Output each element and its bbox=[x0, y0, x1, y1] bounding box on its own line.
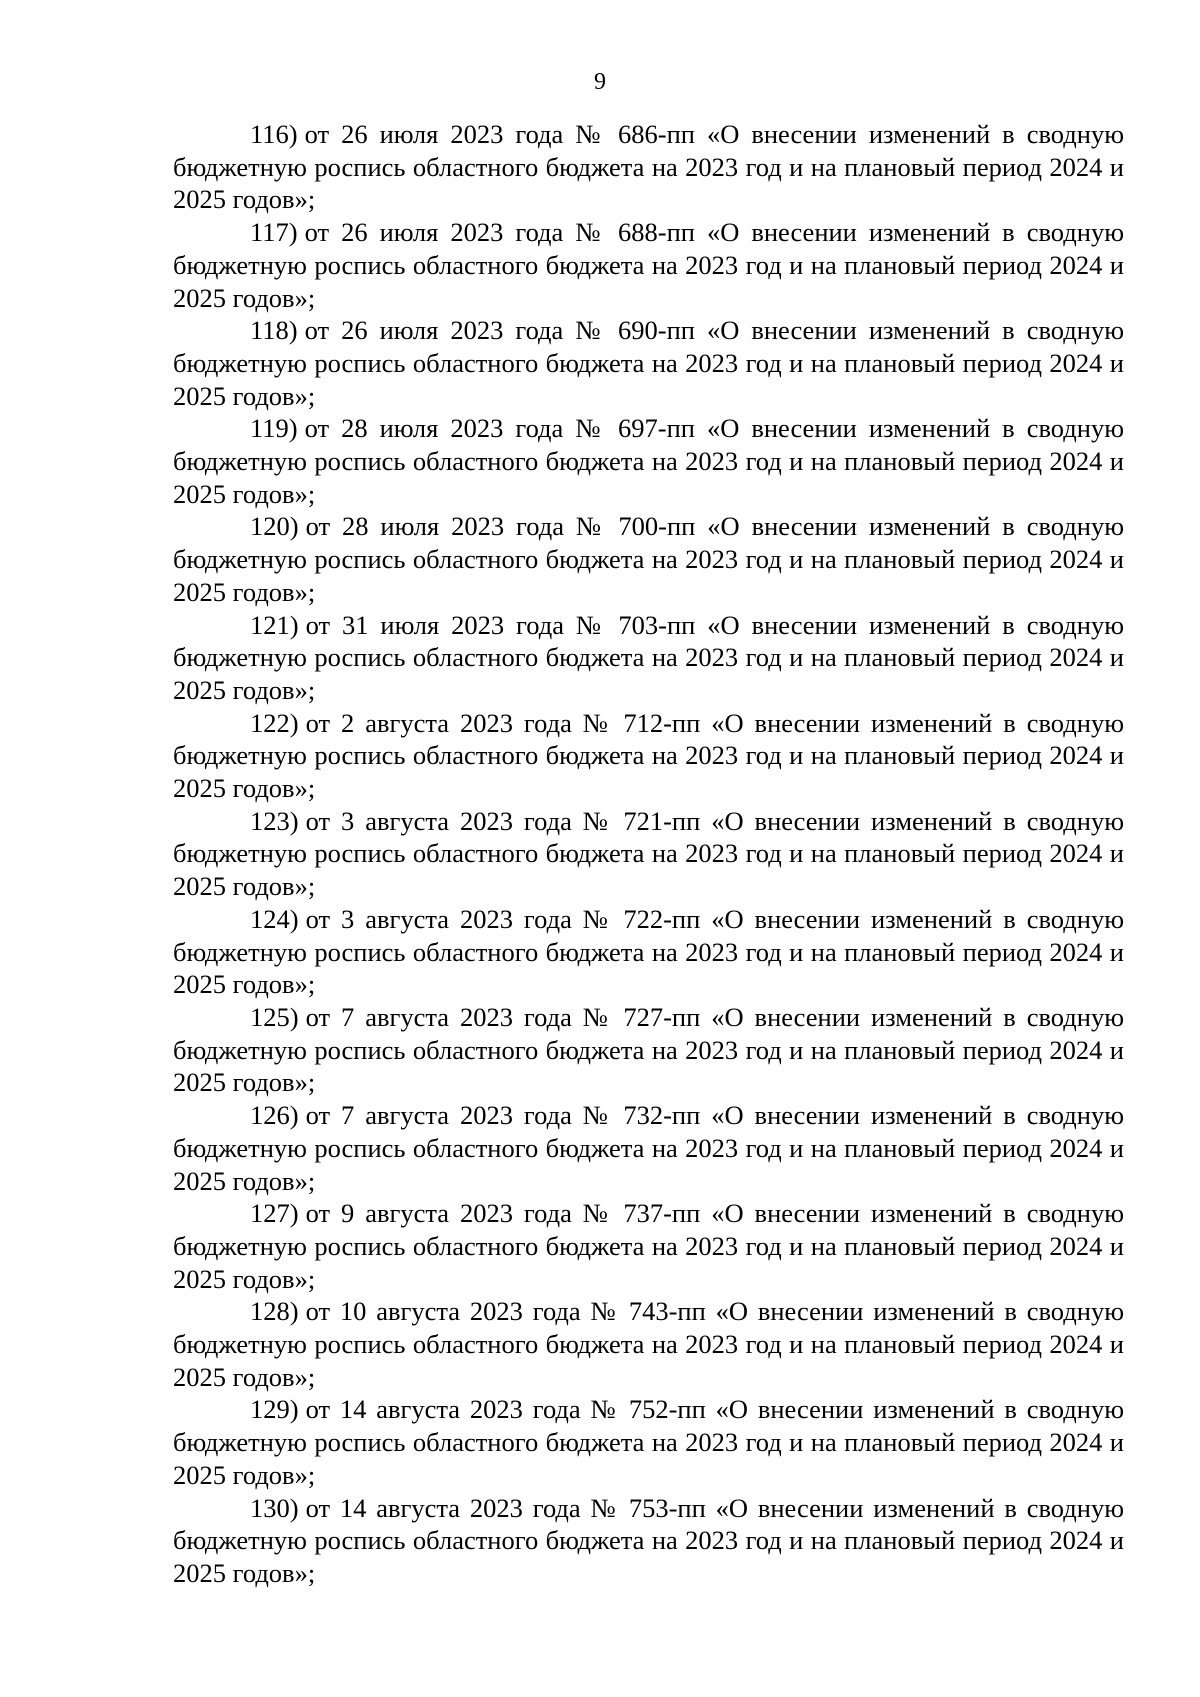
item-number: 129) bbox=[250, 1394, 299, 1425]
item-number: 125) bbox=[250, 1001, 299, 1032]
item-number: 119) bbox=[250, 413, 298, 444]
item-number: 121) bbox=[250, 609, 299, 640]
item-text: от 3 августа 2023 года № 722-пп «О внесении изменений в сводную бюджетную роспись областного бюджета на 2023 год и на плановый период 2024 и 2025 годов»; bbox=[173, 903, 1124, 1000]
item-number: 124) bbox=[250, 903, 299, 934]
list-item bbox=[173, 1099, 1124, 1197]
list-item bbox=[173, 609, 1124, 707]
list-item bbox=[173, 216, 1124, 314]
item-text: от 9 августа 2023 года № 737-пп «О внесении изменений в сводную бюджетную роспись областного бюджета на 2023 год и на плановый период 2024 и 2025 годов»; bbox=[173, 1198, 1124, 1294]
item-number: 126) bbox=[250, 1100, 299, 1131]
item-text: от 7 августа 2023 года № 727-пп «О внесении изменений в сводную бюджетную роспись областного бюджета на 2023 год и на плановый период 2024 и 2025 годов»; bbox=[173, 1001, 1124, 1098]
item-text: от 10 августа 2023 года № 743-пп «О внесении изменений в сводную бюджетную роспись областного бюджета на 2023 год и на плановый период 2024 и 2025 годов»; bbox=[173, 1296, 1124, 1392]
item-text: от 26 июля 2023 года № 690-пп «О внесении изменений в сводную бюджетную роспись областного бюджета на 2023 год и на плановый период 2024 и 2025 годов»; bbox=[173, 315, 1124, 411]
item-number: 123) bbox=[250, 805, 299, 836]
item-text: от 31 июля 2023 года № 703-пп «О внесении изменений в сводную бюджетную роспись областного бюджета на 2023 год и на плановый период 2024 и 2025 годов»; bbox=[173, 609, 1124, 705]
item-number: 130) bbox=[250, 1492, 299, 1523]
item-text: от 28 июля 2023 года № 697-пп «О внесении изменений в сводную бюджетную роспись областного бюджета на 2023 год и на плановый период 2024 и 2025 годов»; bbox=[173, 413, 1124, 509]
item-text: от 14 августа 2023 года № 753-пп «О внесении изменений в сводную бюджетную роспись областного бюджета на 2023 год и на плановый период 2024 и 2025 годов»; bbox=[173, 1492, 1124, 1588]
item-text: от 7 августа 2023 года № 732-пп «О внесении изменений в сводную бюджетную роспись областного бюджета на 2023 год и на плановый период 2024 и 2025 годов»; bbox=[173, 1100, 1124, 1196]
list-item bbox=[173, 412, 1124, 510]
list-item bbox=[173, 1001, 1124, 1099]
item-number: 122) bbox=[250, 707, 299, 738]
list-item bbox=[173, 805, 1124, 903]
item-text: от 26 июля 2023 года № 688-пп «О внесении изменений в сводную бюджетную роспись областного бюджета на 2023 год и на плановый период 2024 и 2025 годов»; bbox=[173, 217, 1124, 313]
list-item bbox=[173, 314, 1124, 412]
item-text: от 28 июля 2023 года № 700-пп «О внесении изменений в сводную бюджетную роспись областного бюджета на 2023 год и на плановый период 2024 и 2025 годов»; bbox=[173, 511, 1124, 607]
item-text: от 14 августа 2023 года № 752-пп «О внесении изменений в сводную бюджетную роспись областного бюджета на 2023 год и на плановый период 2024 и 2025 годов»; bbox=[173, 1394, 1124, 1490]
item-text: от 3 августа 2023 года № 721-пп «О внесении изменений в сводную бюджетную роспись областного бюджета на 2023 год и на плановый период 2024 и 2025 годов»; bbox=[173, 805, 1124, 902]
item-number: 117) bbox=[250, 217, 298, 248]
item-number: 128) bbox=[250, 1296, 299, 1327]
list-item bbox=[173, 1393, 1124, 1491]
item-number: 118) bbox=[250, 315, 298, 346]
item-number: 120) bbox=[250, 511, 299, 542]
item-text: от 2 августа 2023 года № 712-пп «О внесении изменений в сводную бюджетную роспись областного бюджета на 2023 год и на плановый период 2024 и 2025 годов»; bbox=[173, 707, 1124, 804]
list-item bbox=[173, 707, 1124, 805]
page-number: 9 bbox=[594, 69, 606, 95]
list-item bbox=[173, 118, 1124, 216]
document-body bbox=[173, 118, 1124, 1590]
list-item bbox=[173, 510, 1124, 608]
list-item bbox=[173, 1197, 1124, 1295]
item-number: 116) bbox=[250, 119, 298, 149]
item-text: от 26 июля 2023 года № 686-пп «О внесении изменений в сводную бюджетную роспись областного бюджета на 2023 год и на плановый период 2024 и 2025 годов»; bbox=[173, 119, 1124, 215]
list-item bbox=[173, 903, 1124, 1001]
item-number: 127) bbox=[250, 1198, 299, 1229]
list-item bbox=[173, 1492, 1124, 1590]
list-item bbox=[173, 1295, 1124, 1393]
